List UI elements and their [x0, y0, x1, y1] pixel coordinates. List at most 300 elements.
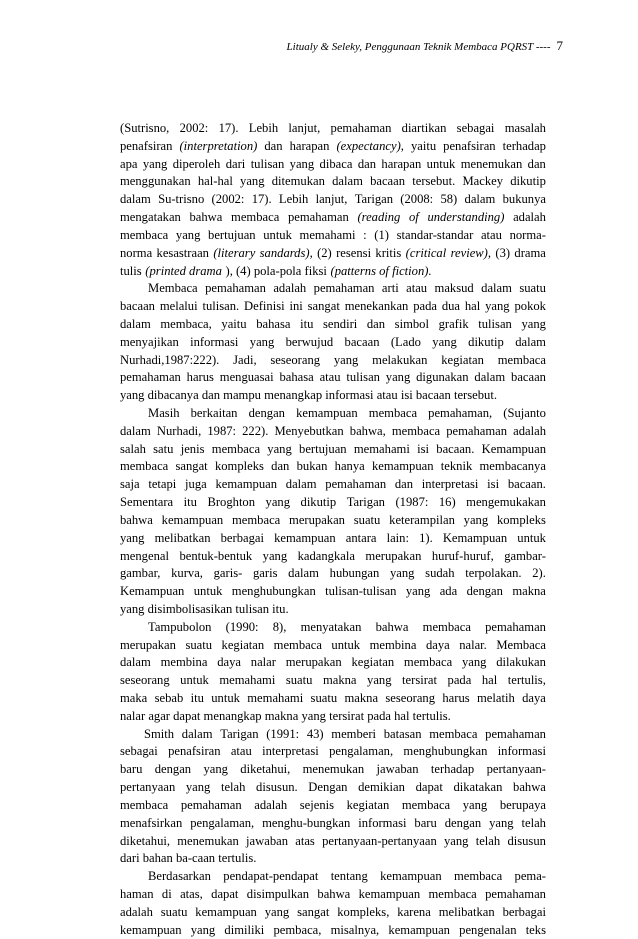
- word: yang: [120, 530, 145, 545]
- word: dan: [527, 156, 546, 171]
- text-line: [120, 405, 546, 423]
- word: harapan: [289, 138, 330, 153]
- word: yang: [405, 584, 431, 599]
- word: (1): [374, 227, 389, 242]
- word: bertujuan: [299, 441, 347, 456]
- word: tulisan: [346, 370, 380, 385]
- word: membaca: [231, 210, 280, 225]
- word: untuk: [193, 584, 223, 599]
- word: melibatkan: [154, 530, 211, 545]
- word: dapat: [415, 780, 443, 795]
- word: kegiatan: [221, 637, 265, 652]
- word: pokok: [514, 299, 546, 314]
- word: untuk: [180, 673, 209, 688]
- word: membaca: [497, 352, 546, 367]
- word: yang: [203, 762, 228, 777]
- word: diketahui,: [240, 762, 291, 777]
- word: menghubungkan: [403, 744, 488, 759]
- word: membacanya: [479, 459, 546, 474]
- word: dalam: [120, 316, 151, 331]
- text-line: [120, 120, 546, 138]
- word: pemahaman: [485, 886, 546, 901]
- word: tulisan: [250, 156, 285, 171]
- word: Kemampuan: [442, 530, 508, 545]
- word: dan: [264, 138, 283, 153]
- word: membaca: [428, 886, 477, 901]
- word: Nurhadi,1987:222).: [120, 352, 220, 367]
- word: 8),: [272, 619, 287, 634]
- text-line: [120, 708, 546, 726]
- text-line: [120, 850, 546, 868]
- word: dalam: [120, 192, 151, 207]
- word: penafsiran: [120, 138, 173, 153]
- text-line: [120, 298, 546, 316]
- word: bacaan.: [436, 441, 475, 456]
- word: dan: [366, 316, 386, 331]
- word: dalam: [285, 477, 317, 492]
- text-line: [120, 548, 546, 566]
- word: dikutip: [468, 334, 504, 349]
- word: yang: [463, 512, 489, 527]
- word: bahwa: [513, 780, 546, 795]
- word: dalam: [181, 726, 213, 741]
- word: berbagai: [220, 530, 264, 545]
- word: pemahaman: [313, 281, 375, 296]
- word: yang: [367, 673, 392, 688]
- word: Masih: [148, 406, 180, 420]
- word: dalam: [332, 174, 363, 189]
- word: kegiatan: [351, 655, 395, 670]
- word: sendiri: [322, 316, 358, 331]
- word: dimiliki: [224, 922, 265, 937]
- word: membaca: [120, 797, 169, 812]
- word: membaca: [391, 423, 441, 438]
- word: yang: [289, 156, 315, 171]
- word: sangat: [175, 459, 208, 474]
- word: pemahaman: [205, 281, 266, 296]
- word: disimpulkan: [246, 886, 310, 901]
- text-line: [120, 173, 546, 191]
- word: Tarigan: [354, 192, 393, 207]
- word: makna: [322, 673, 357, 688]
- word: menyajikan: [120, 334, 179, 349]
- word: (reading: [357, 210, 401, 225]
- word: dan: [357, 156, 376, 171]
- word: hanya: [334, 459, 365, 474]
- word: tersirat: [402, 673, 438, 688]
- text-line: [120, 209, 546, 227]
- text-line: [120, 761, 546, 779]
- word: haman: [120, 886, 154, 901]
- text-line: [120, 654, 546, 672]
- word: Mackey: [462, 174, 504, 189]
- word: disusun: [507, 833, 546, 848]
- word: seseorang: [270, 352, 321, 367]
- word: pemahaman: [485, 726, 546, 741]
- word: (2): [317, 245, 332, 260]
- word: lanjut,: [315, 192, 348, 207]
- word: berupaya: [499, 797, 546, 812]
- word: memahami: [299, 227, 356, 242]
- text-line: [120, 797, 546, 815]
- word: dengan: [444, 815, 482, 830]
- word: 2002:: [179, 121, 209, 135]
- word: memberi: [331, 726, 377, 741]
- word: telah: [521, 815, 546, 830]
- word: Nurhadi,: [156, 423, 202, 438]
- word: bacaan: [511, 370, 546, 385]
- word: kemampuan: [358, 886, 421, 901]
- word: dengan: [154, 762, 192, 777]
- word: kemampuan: [195, 904, 257, 919]
- word: Membaca: [496, 637, 546, 652]
- word: hal: [481, 673, 498, 688]
- word: bentuk-bentuk: [179, 548, 253, 563]
- word: dan: [394, 477, 414, 492]
- word: 2).: [532, 566, 546, 581]
- word: yang: [190, 922, 216, 937]
- word: dalam: [120, 655, 151, 670]
- word: yang: [267, 441, 292, 456]
- word: membaca: [422, 619, 471, 634]
- word: menemukan: [302, 762, 365, 777]
- word: terhadap: [502, 138, 546, 153]
- word: lanjut,: [288, 121, 321, 135]
- word: yang: [185, 780, 211, 795]
- word: bacaan: [344, 334, 380, 349]
- word: bukan: [296, 459, 328, 474]
- word: membina: [160, 655, 208, 670]
- word: bacaan: [370, 174, 406, 189]
- word: dan: [271, 459, 290, 474]
- word: kadangkala: [297, 548, 355, 563]
- word: yang: [333, 352, 359, 367]
- word: bacaan.: [507, 477, 546, 492]
- text-line: [120, 833, 546, 851]
- word: saja: [120, 477, 140, 492]
- word: menguasai: [219, 370, 274, 385]
- word: yang: [485, 299, 510, 314]
- word: tulisan.: [202, 299, 240, 314]
- word: (patterns of fiction).: [330, 263, 432, 278]
- word: penafsiran: [168, 744, 221, 759]
- word: jawaban: [246, 833, 289, 848]
- word: pemahaman: [330, 121, 392, 135]
- text-line: [120, 334, 546, 352]
- text-line: [120, 441, 546, 459]
- word: yang: [262, 548, 288, 563]
- word: pemahaman: [485, 619, 546, 634]
- word: kurva,: [171, 566, 203, 581]
- word: dalam: [288, 566, 319, 581]
- word: kegiatan: [346, 797, 390, 812]
- text-line: [120, 138, 546, 156]
- text-line: [120, 245, 546, 263]
- word: tertulis,: [507, 673, 546, 688]
- word: bahwa: [317, 886, 351, 901]
- word: yang: [462, 797, 488, 812]
- word: hal: [464, 299, 481, 314]
- word: diartikan: [401, 121, 447, 135]
- word: ), (4) pola-pola fiksi: [225, 263, 327, 278]
- word: Kemampuan: [481, 441, 546, 456]
- word: dua: [441, 299, 461, 314]
- word: itu: [300, 316, 314, 331]
- word: 222).: [242, 423, 269, 438]
- word: atau: [480, 227, 502, 242]
- word: menemukan: [177, 833, 239, 848]
- word: kemampuan: [215, 477, 278, 492]
- word: membaca: [453, 869, 503, 884]
- word: Berdasarkan: [148, 869, 211, 884]
- word: nalar agar dapat menangkap makna yang tersirat pada hal tertulis.: [120, 708, 451, 723]
- word: interpretasi: [421, 477, 479, 492]
- word: yang: [175, 227, 201, 242]
- word: suatu: [353, 512, 381, 527]
- word: adalah: [254, 797, 288, 812]
- word: (1990:: [225, 619, 259, 634]
- word: gambar,: [120, 566, 161, 581]
- text-line: [120, 672, 546, 690]
- word: sangat: [297, 904, 330, 919]
- word: sejenis: [299, 797, 335, 812]
- word: dari bahan ba-caan tertulis.: [120, 851, 257, 866]
- word: gambar-: [504, 548, 546, 563]
- word: Su-trisno: [158, 192, 205, 207]
- word: apa: [120, 156, 138, 171]
- word: membaca: [368, 406, 418, 420]
- word: tentang: [330, 869, 368, 884]
- word: merupakan: [285, 655, 342, 670]
- word: yang disimbolisasikan tulisan itu.: [120, 601, 289, 616]
- word: pengalaman,: [190, 815, 255, 830]
- word: Menyebutkan: [274, 423, 344, 438]
- text-line: [120, 726, 546, 744]
- word: seseorang: [385, 691, 436, 705]
- text-line: [120, 565, 546, 583]
- word: grafik: [438, 316, 469, 331]
- word: pertanyaan-pertanyaan: [322, 833, 437, 848]
- word: menyatakan: [300, 619, 362, 634]
- word: melatih: [476, 691, 515, 705]
- word: daya: [425, 637, 450, 652]
- word: kemampuan: [380, 869, 442, 884]
- text-line: [120, 922, 546, 939]
- word: yang: [390, 566, 415, 581]
- word: Definisi: [244, 299, 285, 314]
- text-line: [120, 494, 546, 512]
- text-line: [120, 583, 546, 601]
- word: drama: [514, 245, 546, 260]
- word: suatu: [160, 904, 188, 919]
- word: yang: [142, 156, 168, 171]
- word: untuk: [517, 530, 546, 545]
- word: isi: [417, 441, 429, 456]
- word: membina: [369, 637, 417, 652]
- text-line: [120, 690, 546, 708]
- word: seseorang: [120, 673, 170, 688]
- word: yang: [264, 904, 290, 919]
- word: merupakan: [289, 512, 345, 527]
- running-title: Litualy & Seleky, Penggunaan Teknik Membaca PQRST ----: [286, 41, 551, 53]
- word: menekankan: [344, 299, 409, 314]
- text-line: [120, 512, 546, 530]
- text-line: [120, 476, 546, 494]
- word: daya: [522, 691, 546, 705]
- text-line: [120, 868, 546, 886]
- word: tersebut.: [412, 174, 456, 189]
- word: Kemampuan: [120, 584, 185, 599]
- word: 17).: [251, 192, 272, 207]
- word: dalam: [515, 334, 546, 349]
- word: melibatkan: [438, 904, 495, 919]
- text-line: [120, 619, 546, 637]
- word: membaca: [401, 797, 451, 812]
- text-line: [120, 387, 546, 405]
- word: baru: [414, 815, 437, 830]
- word: jawaban: [376, 762, 419, 777]
- word: (2008:: [400, 192, 434, 207]
- word: kemampuan: [388, 922, 450, 937]
- word: jenis: [180, 441, 205, 456]
- word: mengemukakan: [466, 495, 546, 510]
- word: maka: [120, 691, 148, 705]
- word: interpretasi: [262, 744, 319, 759]
- word: maksud: [434, 281, 474, 296]
- text-line: [120, 280, 546, 298]
- word: berkaitan: [190, 406, 238, 420]
- word: pemahaman: [287, 210, 349, 225]
- word: simbol: [394, 316, 429, 331]
- word: suatu: [519, 281, 546, 296]
- word: ada: [439, 584, 458, 599]
- word: atau: [406, 281, 428, 296]
- word: melalui: [159, 299, 198, 314]
- word: dengan: [248, 406, 285, 420]
- word: dikutip: [510, 174, 546, 189]
- word: Jadi,: [233, 352, 257, 367]
- word: (literary: [213, 245, 256, 260]
- word: Tarigan: [220, 726, 259, 741]
- word: atas,: [180, 886, 203, 901]
- word: (Sujanto: [503, 406, 546, 420]
- text-line: [120, 743, 546, 761]
- word: menafsirkan: [120, 815, 183, 830]
- word: Lebih: [278, 192, 309, 207]
- word: teknik: [440, 459, 473, 474]
- word: Tarigan: [346, 495, 385, 510]
- word: dibaca: [319, 156, 353, 171]
- word: informasi: [497, 744, 546, 759]
- word: telah: [475, 833, 501, 848]
- word: untuk: [263, 227, 292, 242]
- word: ditemukan: [271, 174, 325, 189]
- word: Lebih: [248, 121, 279, 135]
- word: membaca: [403, 655, 453, 670]
- word: membaca: [211, 441, 261, 456]
- word: Smith: [144, 726, 175, 741]
- text-line: [120, 369, 546, 387]
- word: kegiatan: [441, 352, 484, 367]
- word: dikatakan: [453, 780, 503, 795]
- word: untuk: [211, 691, 240, 705]
- text-line: [120, 601, 546, 619]
- word: dalam: [120, 423, 151, 438]
- word: membaca: [429, 726, 478, 741]
- word: ini: [289, 299, 303, 314]
- word: kompleks,: [337, 904, 390, 919]
- text-line: [120, 530, 546, 548]
- word: adalah: [120, 904, 153, 919]
- word: digunakan: [416, 370, 469, 385]
- word: merupakan: [365, 548, 422, 563]
- word: suatu: [185, 637, 213, 652]
- word: berwujud: [285, 334, 334, 349]
- word: misalnya,: [330, 922, 380, 937]
- word: sebagai: [120, 744, 158, 759]
- word: antara: [345, 530, 377, 545]
- word: nalar: [250, 655, 276, 670]
- text-line: [120, 637, 546, 655]
- word: memahami: [219, 673, 276, 688]
- word: melakukan: [372, 352, 428, 367]
- word: 1).: [419, 530, 433, 545]
- word: pembaca,: [273, 922, 322, 937]
- word: harus: [186, 370, 214, 385]
- word: bukunya: [502, 192, 546, 207]
- word: membaca: [120, 459, 169, 474]
- word: membaca: [232, 512, 281, 527]
- word: pemahaman: [180, 797, 242, 812]
- word: satu: [153, 441, 174, 456]
- word: juga: [185, 477, 207, 492]
- text-line: [120, 227, 546, 245]
- word: hubungan: [329, 566, 380, 581]
- word: (2002:: [211, 192, 245, 207]
- word: mengatakan: [120, 210, 181, 225]
- word: menemukan: [460, 156, 523, 171]
- word: tulisan-tulisan: [325, 584, 397, 599]
- word: baru: [120, 762, 143, 777]
- word: yang: [265, 495, 291, 510]
- text-line: [120, 191, 546, 209]
- word: yaitu: [410, 138, 437, 153]
- word: lain:: [386, 530, 409, 545]
- word: dalam: [464, 192, 496, 207]
- word: salah: [120, 441, 146, 456]
- word: atau: [319, 370, 341, 385]
- word: harapan: [381, 156, 422, 171]
- word: yang: [461, 655, 487, 670]
- word: keterampilan: [389, 512, 455, 527]
- word: suatu: [285, 673, 313, 688]
- text-line: [120, 779, 546, 797]
- word: membaca: [120, 227, 169, 242]
- word: memahami: [353, 441, 410, 456]
- text-line: [120, 458, 546, 476]
- word: penafsiran: [443, 138, 496, 153]
- word: informasi: [358, 815, 407, 830]
- word: terhadap: [430, 762, 475, 777]
- word: bertujuan: [208, 227, 256, 242]
- word: di: [161, 886, 172, 901]
- word: :: [363, 227, 367, 242]
- word: menghu-bungkan: [262, 815, 351, 830]
- word: arti: [381, 281, 399, 296]
- word: diperoleh: [172, 156, 221, 171]
- text-line: [120, 316, 546, 334]
- word: of: [409, 210, 419, 225]
